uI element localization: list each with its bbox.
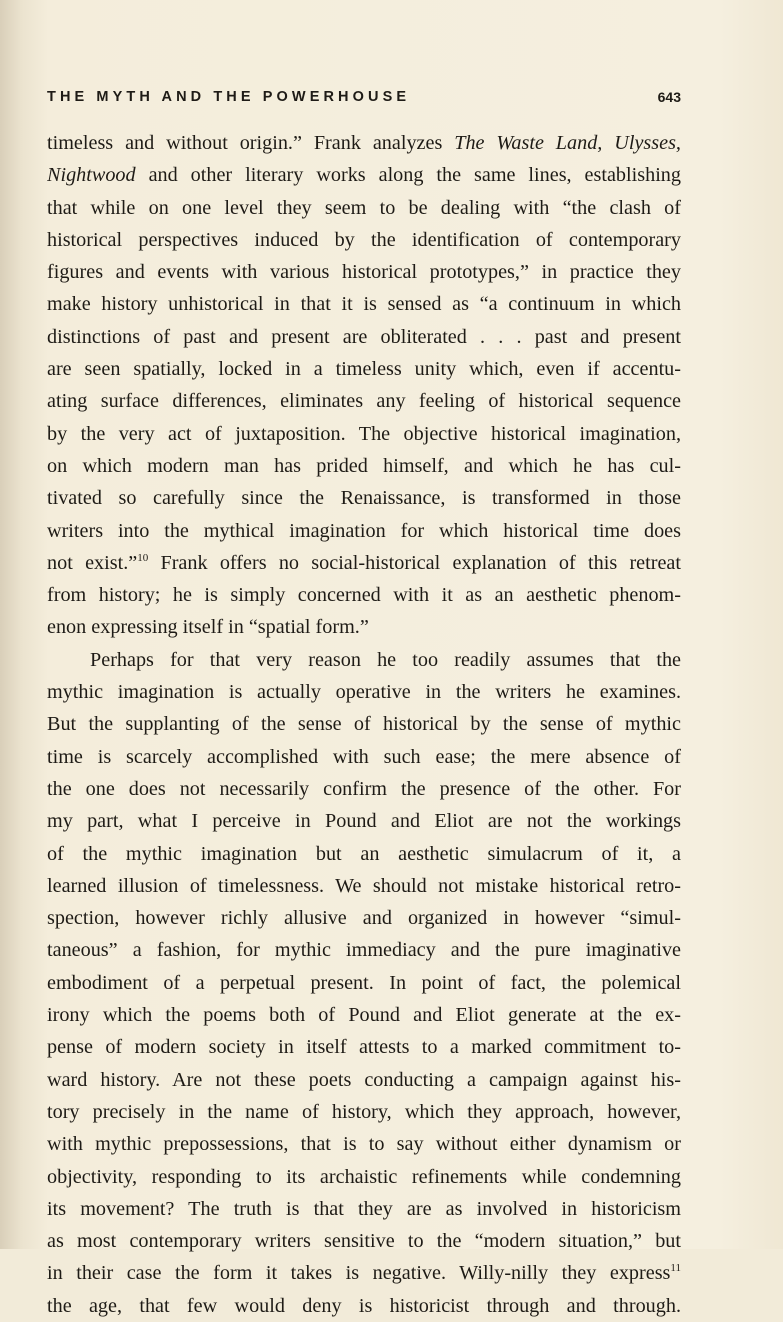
text-line: figures and events with various historical prototypes,” in practice they xyxy=(47,261,681,284)
italic-title: Nightwood xyxy=(47,164,136,187)
text-segment: and other literary works along the same lines, establishing xyxy=(135,164,681,187)
text-segment: not exist.” xyxy=(47,551,138,574)
text-line: ating surface differences, eliminates any feeling of historical sequence xyxy=(47,390,681,413)
footnote-ref: 11 xyxy=(670,1262,681,1275)
text-line: of the mythic imagination but an aesthetic simulacrum of it, a xyxy=(47,842,681,865)
page-number: 643 xyxy=(657,89,681,105)
text-line: the age, that few would deny is historicist through and through. xyxy=(47,1294,681,1317)
text-line: mythic imagination is actually operative in the writers he examines. xyxy=(47,681,681,704)
text-line: objectivity, responding to its archaistic refinements while condemning xyxy=(47,1165,681,1188)
paragraph-first-line: Perhaps for that very reason he too readily assumes that the xyxy=(90,648,681,671)
running-title: THE MYTH AND THE POWERHOUSE xyxy=(47,89,411,105)
text-line: ward history. Are not these poets conducting a campaign against his- xyxy=(47,1068,681,1091)
italic-title: The Waste Land, Ulysses, xyxy=(454,132,681,154)
text-line: from history; he is simply concerned with it as an aesthetic phenom- xyxy=(47,584,681,607)
text-line: with mythic prepossessions, that is to say without either dynamism or xyxy=(47,1133,681,1156)
footnote-ref: 10 xyxy=(137,551,149,564)
text-line: pense of modern society in itself attests to a marked commitment to- xyxy=(47,1036,681,1059)
running-head xyxy=(47,86,681,108)
text-line: time is scarcely accomplished with such ease; the mere absence of xyxy=(47,745,681,768)
text-line: But the supplanting of the sense of historical by the sense of mythic xyxy=(47,713,681,736)
text-segment: in their case the form it takes is negative. Willy-nilly they express xyxy=(47,1262,671,1285)
text-line: learned illusion of timelessness. We should not mistake historical retro- xyxy=(47,874,681,897)
text-line: tory precisely in the name of history, which they approach, however, xyxy=(47,1100,681,1123)
text-line: taneous” a fashion, for mythic immediacy and the pure imaginative xyxy=(47,939,681,962)
text-line: enon expressing itself in “spatial form.” xyxy=(47,616,369,639)
text-line: tivated so carefully since the Renaissance, is transformed in those xyxy=(47,487,681,510)
text-line: are seen spatially, locked in a timeless unity which, even if accentu- xyxy=(47,358,681,381)
text-line: that while on one level they seem to be dealing with “the clash of xyxy=(47,196,681,219)
text-line: irony which the poems both of Pound and Eliot generate at the ex- xyxy=(47,1004,681,1027)
text-line: my part, what I perceive in Pound and Eliot are not the workings xyxy=(47,810,681,833)
text-line: historical perspectives induced by the identification of contemporary xyxy=(47,228,681,251)
text-line: by the very act of juxtaposition. The objective historical imagination, xyxy=(47,422,681,445)
text-line: writers into the mythical imagination for which historical time does xyxy=(47,519,681,542)
text-line xyxy=(47,1257,681,1289)
text-segment: timeless and without origin.” Frank analyzes xyxy=(47,132,455,154)
text-line xyxy=(47,547,681,579)
text-line: distinctions of past and present are obliterated . . . past and present xyxy=(47,325,681,348)
text-line: its movement? The truth is that they are as involved in historicism xyxy=(47,1197,681,1220)
text-line xyxy=(47,127,681,159)
text-line: spection, however richly allusive and organized in however “simul- xyxy=(47,907,681,930)
text-line: as most contemporary writers sensitive to the “modern situation,” but xyxy=(47,1230,681,1253)
text-line: on which modern man has prided himself, and which he has cul- xyxy=(47,454,681,477)
text-line: make history unhistorical in that it is sensed as “a continuum in which xyxy=(47,293,681,316)
text-line xyxy=(47,159,681,191)
text-line: the one does not necessarily confirm the presence of the other. For xyxy=(47,777,681,800)
body-text xyxy=(47,127,681,1322)
text-line: embodiment of a perpetual present. In point of fact, the polemical xyxy=(47,971,681,994)
text-segment: Frank offers no social-historical explanation of this retreat xyxy=(148,551,681,574)
